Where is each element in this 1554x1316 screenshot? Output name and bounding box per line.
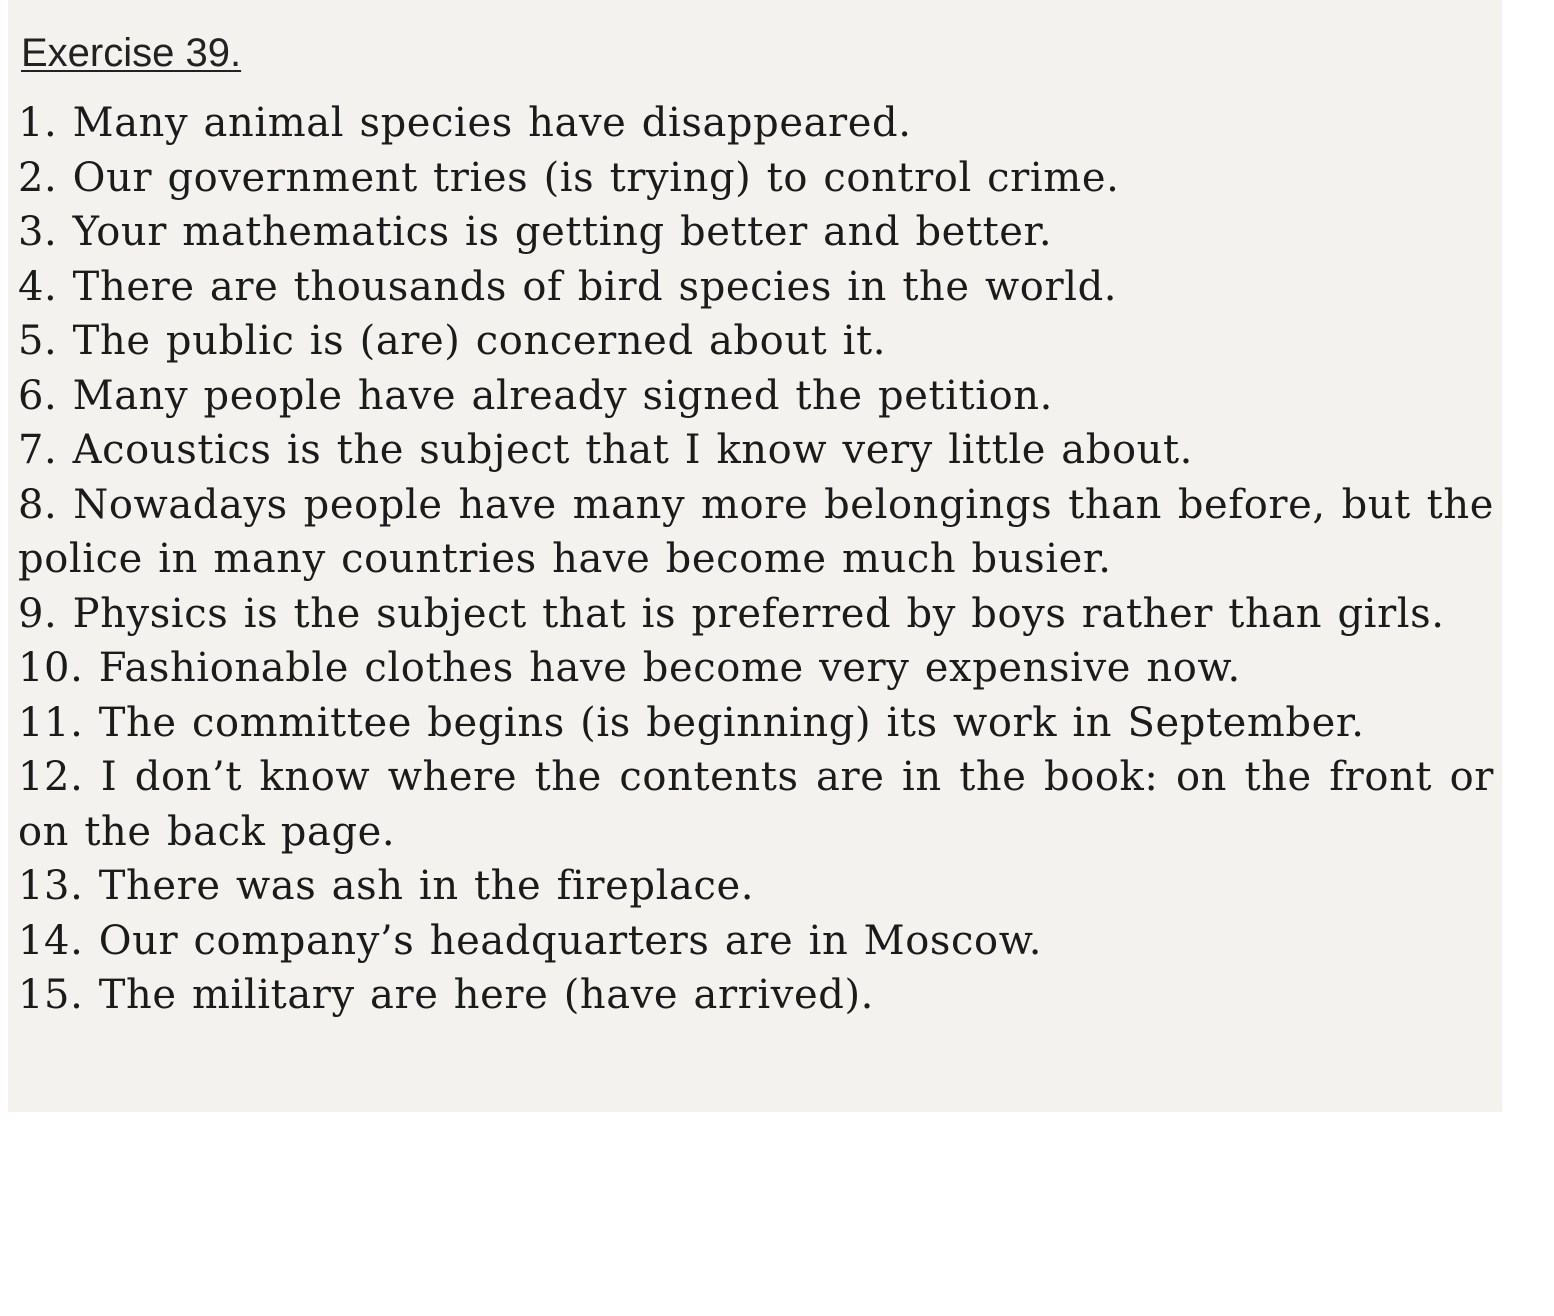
answer-2: 2. Our government tries (is trying) to control crime.: [18, 154, 1120, 201]
answer-7: 7. Acoustics is the subject that I know very little about.: [18, 427, 1193, 473]
answer-11: 11. The committee begins (is beginning) its work in September.: [18, 699, 1365, 746]
answer-8: 8. Nowadays people have many more belongings than before, but the police in many countries have become much busier.: [18, 481, 1494, 582]
answer-4: 4. There are thousands of bird species in the world.: [18, 263, 1118, 310]
answer-3: 3. Your mathematics is getting better and better.: [18, 209, 1053, 255]
answer-6: 6. Many people have already signed the petition.: [18, 372, 1053, 419]
answer-list: [18, 96, 1494, 1023]
answer-15: 15. The military are here (have arrived).: [18, 972, 874, 1018]
answer-10: 10. Fashionable clothes have become very expensive now.: [18, 645, 1241, 691]
scanned-page: [8, 0, 1502, 1112]
exercise-title: Exercise 39.: [21, 31, 242, 75]
answer-14: 14. Our company’s headquarters are in Moscow.: [18, 917, 1043, 964]
answer-13: 13. There was ash in the fireplace.: [18, 863, 755, 909]
answer-1: 1. Many animal species have disappeared.: [18, 100, 912, 146]
answer-5: 5. The public is (are) concerned about it.: [18, 318, 887, 364]
answer-12: 12. I don’t know where the contents are in the book: on the front or on the back page.: [18, 754, 1494, 855]
answer-9: 9. Physics is the subject that is preferred by boys rather than girls.: [18, 590, 1445, 637]
